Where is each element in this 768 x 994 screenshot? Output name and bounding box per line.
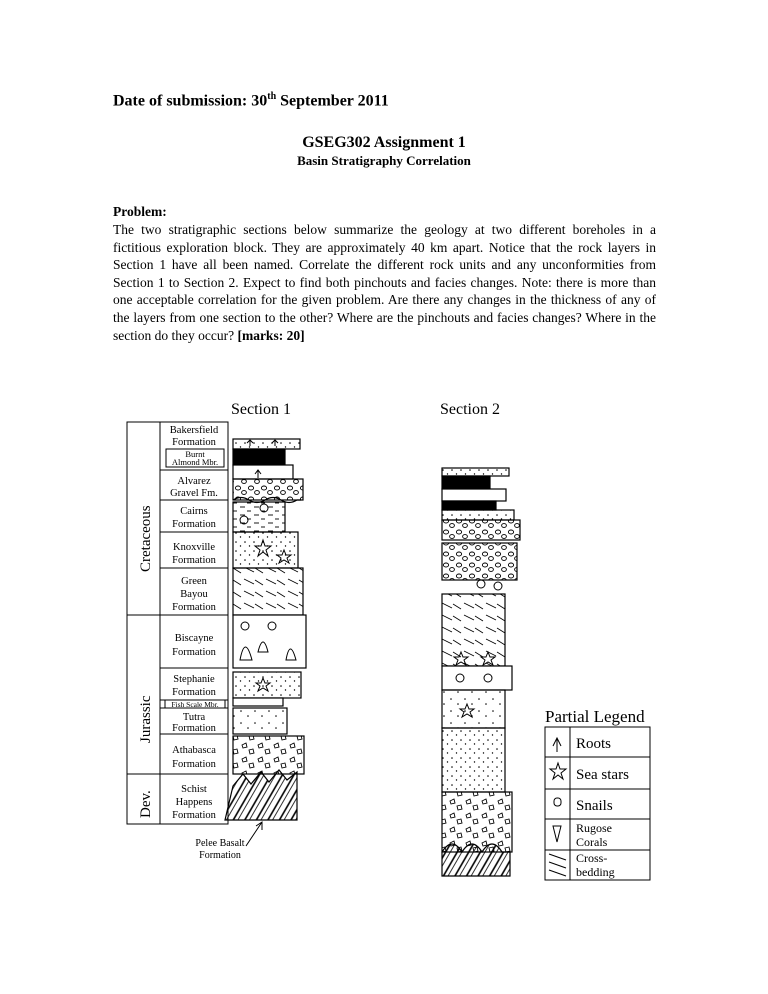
section1-title: Section 1 — [231, 401, 291, 418]
fm-tutra-2: Formation — [172, 723, 216, 734]
period-cretaceous: Cretaceous — [138, 505, 154, 572]
section2-title: Section 2 — [440, 401, 500, 418]
legend-roots: Roots — [576, 736, 612, 752]
legend-rugose: Rugose — [576, 821, 612, 835]
fm-green-3: Formation — [172, 602, 216, 613]
pelee-label-2: Formation — [199, 850, 241, 861]
period-column — [127, 422, 160, 824]
snail-icon — [554, 798, 561, 806]
legend-title: Partial Legend — [545, 707, 645, 726]
sea-star-icon — [550, 763, 566, 779]
legend-sea-stars: Sea stars — [576, 767, 629, 783]
fm-fishscale: Fish Scale Mbr. — [171, 700, 219, 709]
period-jurassic: Jurassic — [138, 695, 154, 743]
fm-green-2: Bayou — [180, 589, 208, 600]
fm-burnt-2: Almond Mbr. — [171, 457, 219, 467]
fm-burnt: Burnt — [185, 449, 205, 459]
cross-bedding-icon — [549, 854, 566, 876]
rugose-coral-icon — [553, 826, 561, 842]
fm-biscayne: Biscayne — [174, 633, 214, 644]
fm-knoxville: Knoxville — [173, 542, 215, 553]
fm-stephanie: Stephanie — [173, 674, 215, 685]
section2-column — [442, 468, 520, 876]
pelee-label: Pelee Basalt — [195, 838, 245, 849]
problem-heading: Problem: — [113, 204, 167, 219]
page-title: GSEG302 Assignment 1 — [302, 134, 466, 151]
pelee-arrow — [246, 822, 262, 846]
fm-biscayne-2: Formation — [172, 647, 216, 658]
fm-tutra: Tutra — [182, 712, 206, 723]
fm-cairns-2: Formation — [172, 519, 216, 530]
problem-text: The two stratigraphic sections below summarize the geology at two different boreholes in a fictitious exploration block. They are approximately 40 km apart. Notice that the rock layers in Section 1 have all been named. Correlate the different rock units and any unconformities from Section 1 to Section 2. Expect to find both pinchouts and facies changes. Note: there is more than one acceptable correlation for the given problem. Are there any changes in the thickness of any of the layers from one section to the other? Where are the pinchouts and facies changes? Where in the section do they occur? [marks: 20] — [113, 222, 656, 343]
period-devonian: Dev. — [138, 790, 154, 818]
fm-cairns: Cairns — [180, 506, 208, 517]
fm-knoxville-2: Formation — [172, 555, 216, 566]
fm-bakersfield-2: Formation — [172, 437, 216, 448]
legend-snails: Snails — [576, 798, 613, 814]
fm-athabasca: Athabasca — [172, 745, 216, 756]
fm-bakersfield: Bakersfield — [169, 425, 219, 436]
legend-corals: Corals — [576, 835, 608, 849]
fm-athabasca-2: Formation — [172, 759, 216, 770]
fm-alvarez: Alvarez — [177, 476, 211, 487]
fm-schist-3: Formation — [172, 810, 216, 821]
legend-cross: Cross- — [576, 851, 608, 865]
fm-green: Green — [181, 576, 207, 587]
legend-bedding: bedding — [576, 865, 615, 879]
page-subtitle: Basin Stratigraphy Correlation — [297, 153, 471, 168]
roots-icon — [553, 738, 561, 752]
section1-column — [225, 439, 306, 820]
marks: [marks: 20] — [237, 327, 305, 343]
fm-alvarez-2: Gravel Fm. — [170, 488, 218, 499]
submission-date: Date of submission: 30th September 2011 — [113, 91, 389, 110]
fm-schist: Schist — [181, 784, 207, 795]
fm-schist-2: Happens — [175, 797, 213, 808]
fm-stephanie-2: Formation — [172, 687, 216, 698]
